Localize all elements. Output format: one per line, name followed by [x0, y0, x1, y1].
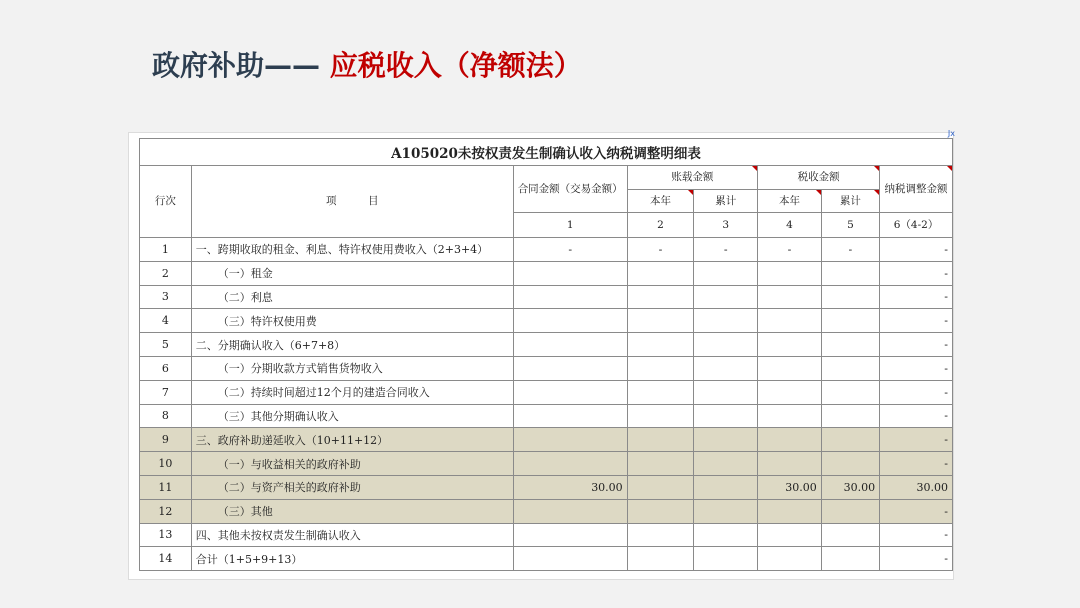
row-item[interactable]: （一）分期收款方式销售货物收入 — [191, 356, 513, 380]
spreadsheet — [128, 129, 955, 580]
table-row — [140, 547, 953, 571]
cell-col-3[interactable] — [694, 428, 758, 452]
cell-col-5[interactable] — [821, 428, 879, 452]
header-tax-current-year: 本年 — [758, 190, 822, 213]
cell-col-6[interactable]: - — [880, 333, 953, 357]
cell-col-1[interactable] — [513, 523, 627, 547]
cell-col-2[interactable] — [627, 452, 694, 476]
cell-col-1[interactable] — [513, 428, 627, 452]
cell-col-6[interactable]: - — [880, 428, 953, 452]
comment-marker-icon — [816, 190, 821, 195]
cell-col-3[interactable] — [694, 356, 758, 380]
cell-col-5[interactable] — [821, 404, 879, 428]
table-row — [140, 356, 953, 380]
row-item[interactable]: （三）其他 — [191, 499, 513, 523]
table-row — [140, 523, 953, 547]
cell-col-4[interactable] — [758, 523, 822, 547]
cell-col-4[interactable] — [758, 261, 822, 285]
header-contract-amount: 合同金额（交易金额） — [513, 166, 627, 213]
header-book-cumulative: 累计 — [694, 190, 758, 213]
comment-marker-icon — [874, 190, 879, 195]
comment-marker-icon — [752, 166, 757, 171]
col-num: 5 — [821, 213, 879, 238]
cell-col-2[interactable] — [627, 380, 694, 404]
cell-col-4[interactable] — [758, 547, 822, 571]
cell-col-3[interactable] — [694, 285, 758, 309]
cell-col-2[interactable] — [627, 547, 694, 571]
cell-col-1[interactable] — [513, 547, 627, 571]
cell-col-1[interactable] — [513, 356, 627, 380]
cell-col-5[interactable] — [821, 499, 879, 523]
cell-col-6[interactable]: - — [880, 452, 953, 476]
row-number[interactable]: 3 — [140, 285, 192, 309]
cell-col-2[interactable] — [627, 285, 694, 309]
cell-col-1[interactable]: - — [513, 238, 627, 262]
cell-col-2[interactable] — [627, 333, 694, 357]
row-number[interactable]: 7 — [140, 380, 192, 404]
cell-col-2[interactable]: - — [627, 238, 694, 262]
col-num: 4 — [758, 213, 822, 238]
cell-col-6[interactable]: - — [880, 523, 953, 547]
cell-col-3[interactable] — [694, 452, 758, 476]
cell-col-4[interactable]: - — [758, 238, 822, 262]
cell-col-4[interactable] — [758, 309, 822, 333]
cell-col-1[interactable] — [513, 333, 627, 357]
row-item[interactable]: （一）租金 — [191, 261, 513, 285]
cell-col-6[interactable]: - — [880, 547, 953, 571]
slide-title-part1: 政府补助—— — [152, 49, 330, 82]
cell-col-2[interactable] — [627, 404, 694, 428]
cell-col-5[interactable] — [821, 333, 879, 357]
adjustment-table — [139, 138, 953, 571]
table-row — [140, 261, 953, 285]
cell-col-1[interactable] — [513, 404, 627, 428]
row-number[interactable]: 10 — [140, 452, 192, 476]
cell-col-3[interactable]: - — [694, 238, 758, 262]
col-num: 2 — [627, 213, 694, 238]
cell-col-2[interactable] — [627, 428, 694, 452]
cell-col-6[interactable]: - — [880, 261, 953, 285]
cell-col-1[interactable] — [513, 309, 627, 333]
table-row — [140, 380, 953, 404]
cell-col-3[interactable] — [694, 523, 758, 547]
header-tax-amount: 税收金额 — [758, 166, 880, 190]
cell-col-4[interactable] — [758, 285, 822, 309]
cell-col-1[interactable] — [513, 261, 627, 285]
row-number[interactable]: 1 — [140, 238, 192, 262]
cell-col-3[interactable] — [694, 499, 758, 523]
table-row — [140, 285, 953, 309]
table-row — [140, 499, 953, 523]
row-number[interactable]: 13 — [140, 523, 192, 547]
cell-col-4[interactable] — [758, 356, 822, 380]
cell-col-6[interactable]: - — [880, 285, 953, 309]
cell-col-2[interactable] — [627, 499, 694, 523]
row-item[interactable]: 合计（1+5+9+13） — [191, 547, 513, 571]
table-row — [140, 475, 953, 499]
cell-col-2[interactable] — [627, 309, 694, 333]
row-item[interactable]: （二）持续时间超过12个月的建造合同收入 — [191, 380, 513, 404]
header-row-no: 行次 — [140, 166, 192, 238]
col-num: 1 — [513, 213, 627, 238]
row-item[interactable]: （二）与资产相关的政府补助 — [191, 475, 513, 499]
cell-col-6[interactable]: - — [880, 309, 953, 333]
cell-col-1[interactable] — [513, 285, 627, 309]
cell-col-5[interactable] — [821, 523, 879, 547]
comment-marker-icon — [947, 166, 952, 171]
cell-col-5[interactable]: 30.00 — [821, 475, 879, 499]
comment-marker-icon — [688, 190, 693, 195]
slide-title — [152, 44, 582, 84]
row-number[interactable]: 2 — [140, 261, 192, 285]
header-tax-cumulative: 累计 — [821, 190, 879, 213]
cell-col-1[interactable] — [513, 380, 627, 404]
row-item[interactable]: 四、其他未按权责发生制确认收入 — [191, 523, 513, 547]
cell-col-3[interactable] — [694, 475, 758, 499]
cell-col-6[interactable]: - — [880, 380, 953, 404]
cell-col-5[interactable] — [821, 452, 879, 476]
cell-col-6[interactable]: - — [880, 404, 953, 428]
cell-col-1[interactable] — [513, 499, 627, 523]
row-item[interactable]: （三）特许权使用费 — [191, 309, 513, 333]
cell-col-1[interactable] — [513, 452, 627, 476]
row-item[interactable]: （一）与收益相关的政府补助 — [191, 452, 513, 476]
row-number[interactable]: 5 — [140, 333, 192, 357]
slide-title-part2: 应税收入（净额法） — [329, 49, 582, 82]
cell-col-3[interactable] — [694, 547, 758, 571]
cell-col-5[interactable] — [821, 261, 879, 285]
cell-col-6[interactable]: 30.00 — [880, 475, 953, 499]
table-row — [140, 238, 953, 262]
cell-col-2[interactable] — [627, 475, 694, 499]
cell-col-3[interactable] — [694, 309, 758, 333]
cell-col-4[interactable] — [758, 333, 822, 357]
cell-col-6[interactable]: - — [880, 499, 953, 523]
table-row — [140, 428, 953, 452]
table-row — [140, 333, 953, 357]
cell-col-6[interactable]: - — [880, 356, 953, 380]
cell-col-5[interactable] — [821, 356, 879, 380]
row-number[interactable]: 8 — [140, 404, 192, 428]
col-num: 6（4-2） — [880, 213, 953, 238]
cell-col-5[interactable] — [821, 309, 879, 333]
cell-col-4[interactable] — [758, 428, 822, 452]
cell-col-3[interactable] — [694, 404, 758, 428]
cell-col-5[interactable] — [821, 380, 879, 404]
cell-col-5[interactable] — [821, 285, 879, 309]
cell-col-6[interactable]: - — [880, 238, 953, 262]
cell-col-1[interactable]: 30.00 — [513, 475, 627, 499]
header-adjust-amount: 纳税调整金额 — [880, 166, 953, 213]
header-book-current-year: 本年 — [627, 190, 694, 213]
row-item[interactable]: （三）其他分期确认收入 — [191, 404, 513, 428]
row-item[interactable]: 三、政府补助递延收入（10+11+12） — [191, 428, 513, 452]
col-num: 3 — [694, 213, 758, 238]
cell-col-4[interactable]: 30.00 — [758, 475, 822, 499]
row-number[interactable]: 6 — [140, 356, 192, 380]
cell-col-2[interactable] — [627, 261, 694, 285]
table-title: A105020未按权责发生制确认收入纳税调整明细表 — [140, 139, 953, 166]
table-row — [140, 452, 953, 476]
row-number[interactable]: 14 — [140, 547, 192, 571]
cell-col-4[interactable] — [758, 404, 822, 428]
row-item[interactable]: 一、跨期收取的租金、利息、特许权使用费收入（2+3+4） — [191, 238, 513, 262]
comment-marker-icon — [874, 166, 879, 171]
cell-col-2[interactable] — [627, 356, 694, 380]
cell-col-4[interactable] — [758, 380, 822, 404]
table-row — [140, 309, 953, 333]
header-item: 项 目 — [191, 166, 513, 238]
table-row — [140, 404, 953, 428]
header-book-amount: 账载金额 — [627, 166, 757, 190]
cell-col-3[interactable] — [694, 333, 758, 357]
row-number[interactable]: 9 — [140, 428, 192, 452]
cell-col-5[interactable]: - — [821, 238, 879, 262]
cell-col-5[interactable] — [821, 547, 879, 571]
cell-col-3[interactable] — [694, 380, 758, 404]
cell-col-3[interactable] — [694, 261, 758, 285]
row-number[interactable]: 12 — [140, 499, 192, 523]
cell-col-4[interactable] — [758, 499, 822, 523]
cell-col-4[interactable] — [758, 452, 822, 476]
row-number[interactable]: 11 — [140, 475, 192, 499]
row-item[interactable]: 二、分期确认收入（6+7+8） — [191, 333, 513, 357]
corner-mark: Jx — [947, 129, 955, 138]
row-number[interactable]: 4 — [140, 309, 192, 333]
cell-col-2[interactable] — [627, 523, 694, 547]
row-item[interactable]: （二）利息 — [191, 285, 513, 309]
